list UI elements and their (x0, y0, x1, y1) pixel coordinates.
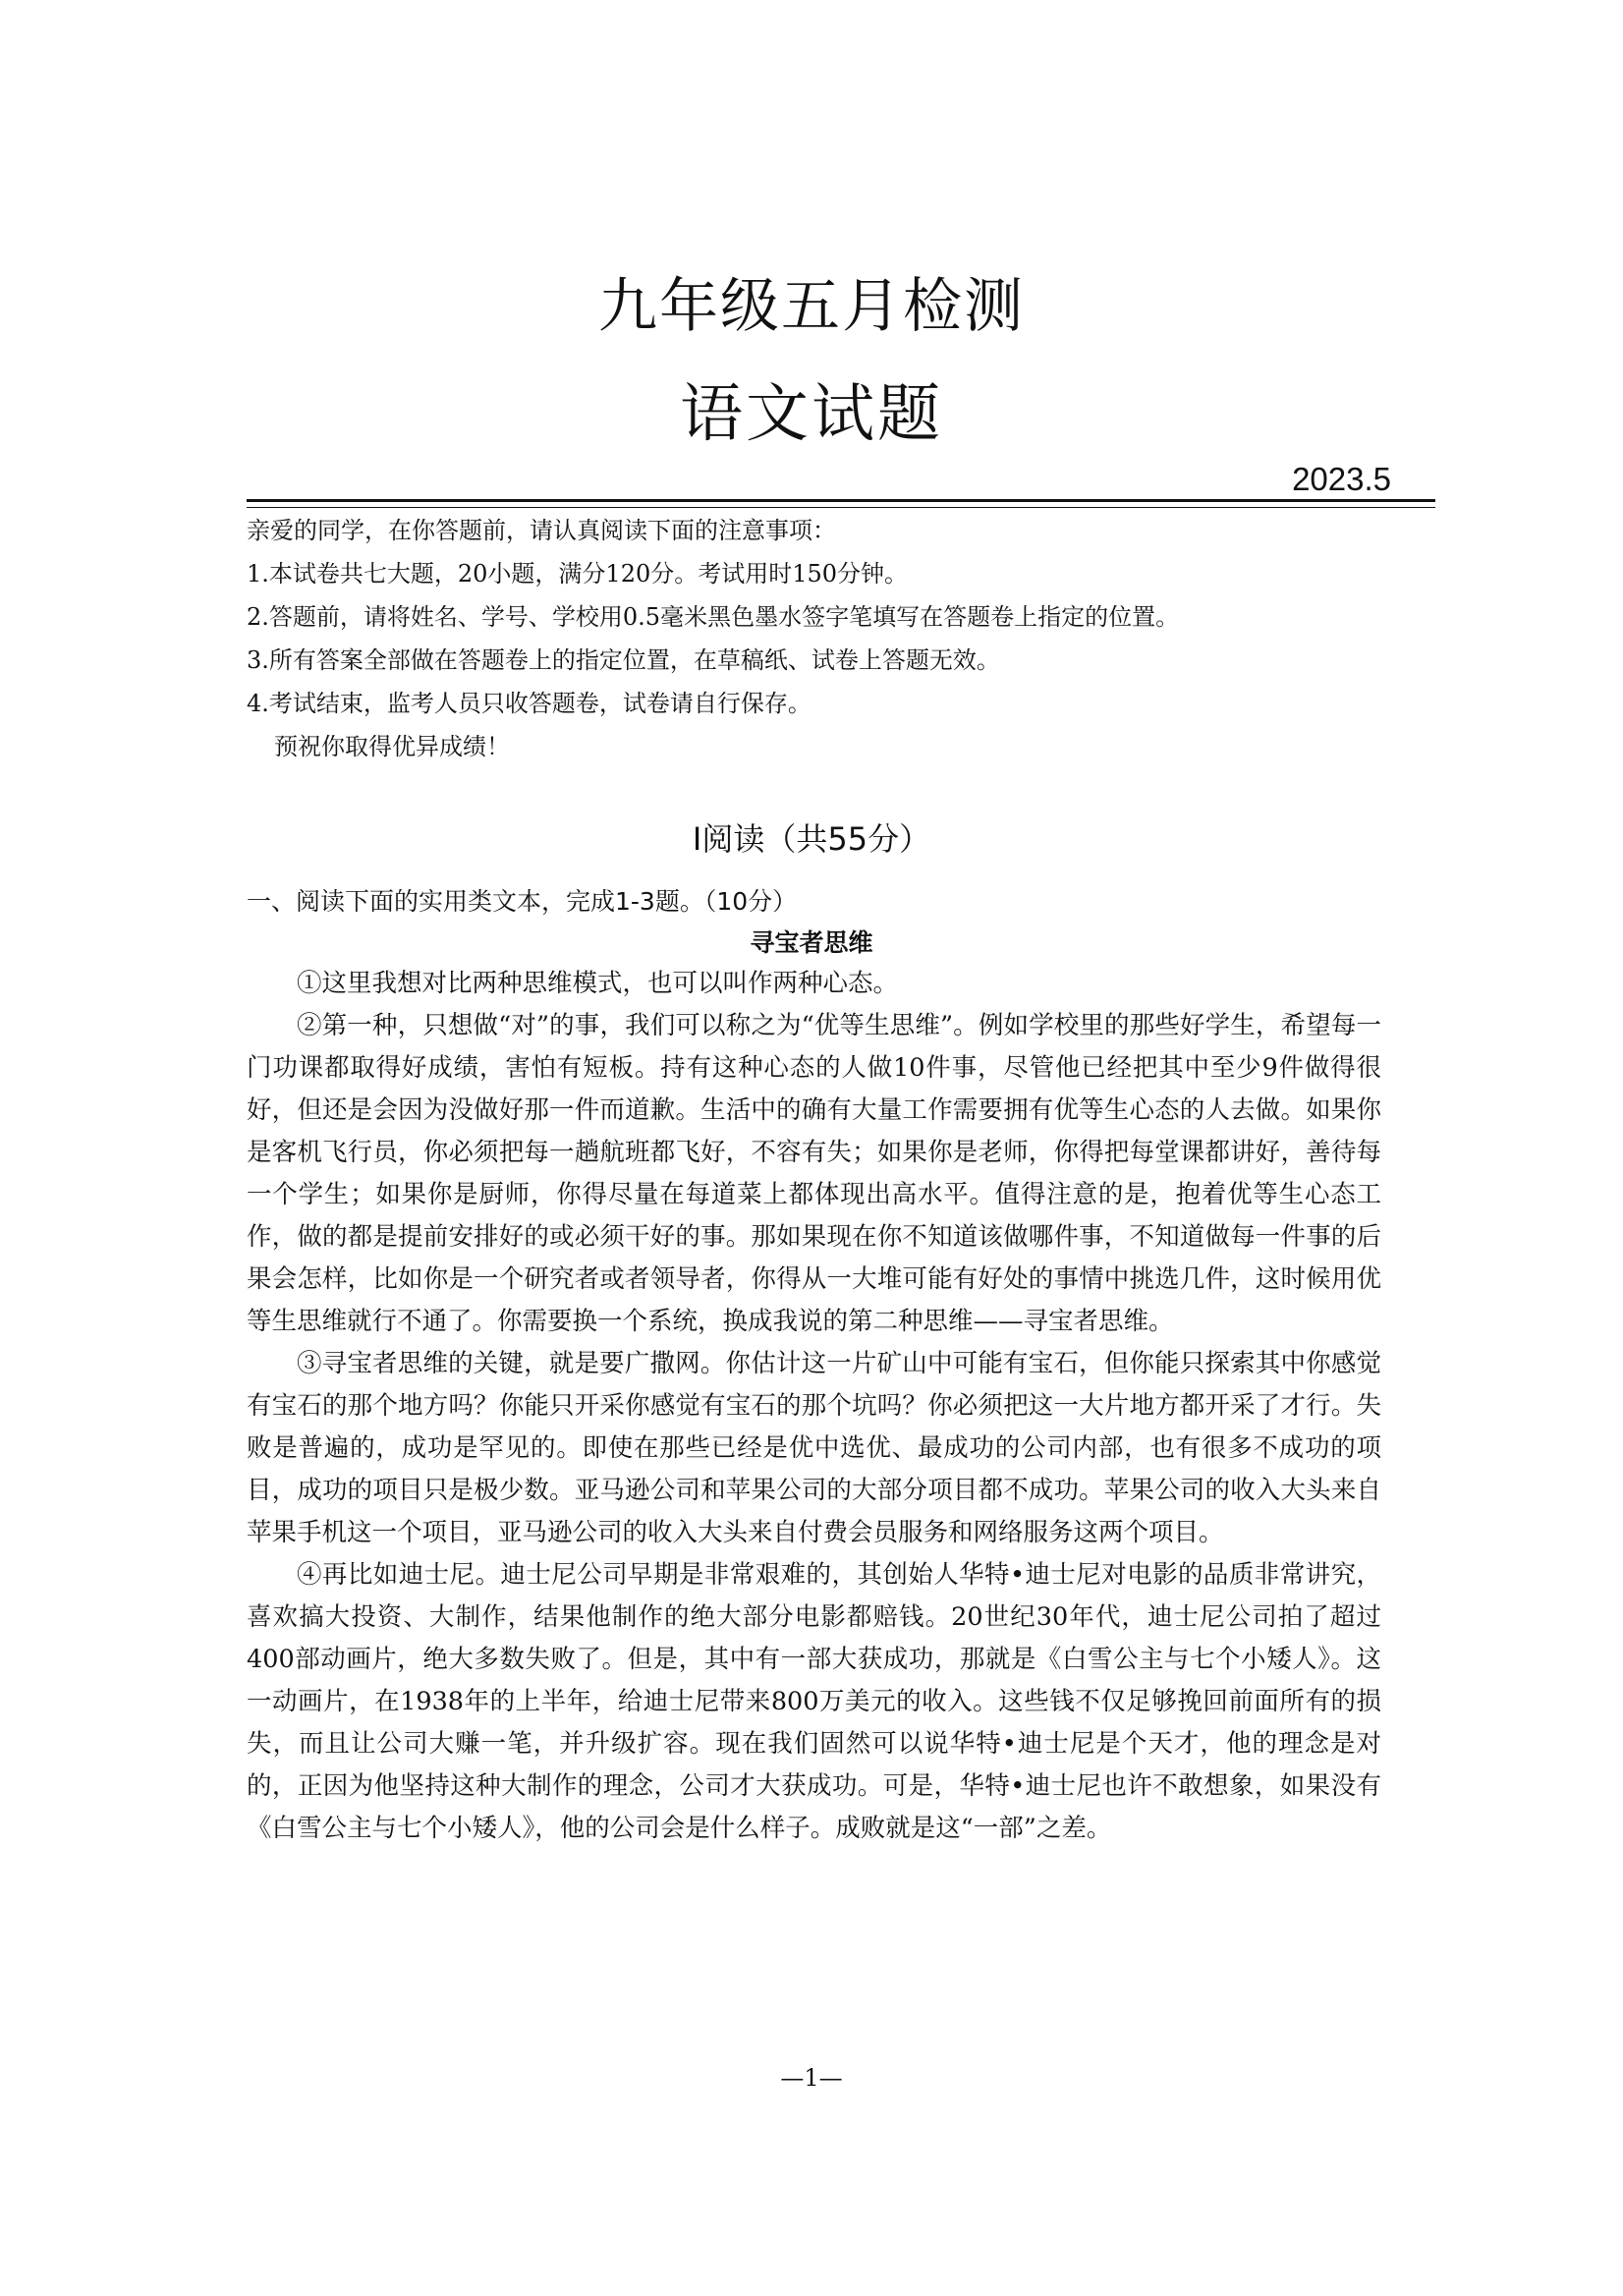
section-title: Ⅰ阅读（共55分） (692, 820, 931, 858)
exam-title-line1: 九年级五月检测 (598, 272, 1025, 341)
article-paragraph-4: ④再比如迪士尼。迪士尼公司早期是非常艰难的，其创始人华特•迪士尼对电影的品质非常讲究，喜欢搞大投资、大制作，结果他制作的绝大部分电影都赔钱。20世纪30年代，迪士尼公司拍了超过400部动画片，绝大多数失败了。但是，其中有一部大获成功，那就是《白雪公主与七个小矮人》。这一动画片，在1938年的上半年，给迪士尼带来800万美元的收入。这些钱不仅足够挽回前面所有的损失，而且让公司大赚一笔，并升级扩容。现在我们固然可以说华特•迪士尼是个天才，他的理念是对的，正因为他坚持这种大制作的理念，公司才大获成功。可是，华特•迪士尼也许不敢想象，如果没有《白雪公主与七个小矮人》，他的公司会是什么样子。成败就是这“一部”之差。 (247, 1560, 1381, 1843)
exam-title-line2: 语文试题 (680, 378, 943, 451)
exam-date: 2023.5 (1292, 461, 1391, 497)
notice-block (247, 509, 1435, 768)
notice-intro: 亲爱的同学，在你答题前，请认真阅读下面的注意事项： (247, 517, 836, 544)
notice-wish: 预祝你取得优异成绩！ (274, 733, 510, 760)
page-number: —1— (780, 2064, 843, 2092)
article-paragraph-3: ③寻宝者思维的关键，就是要广撒网。你估计这一片矿山中可能有宝石，但你能只探索其中你感觉有宝石的那个地方吗？你能只开采你感觉有宝石的那个坑吗？你必须把这一大片地方都开采了才行。失败是普遍的，成功是罕见的。即使在那些已经是优中选优、最成功的公司内部，也有很多不成功的项目，成功的项目只是极少数。亚马逊公司和苹果公司的大部分项目都不成功。苹果公司的收入大头来自苹果手机这一个项目，亚马逊公司的收入大头来自付费会员服务和网络服务这两个项目。 (247, 1349, 1381, 1547)
header-rule-thick (247, 499, 1435, 502)
notice-item-3: 3.所有答案全部做在答题卷上的指定位置，在草稿纸、试卷上答题无效。 (247, 646, 1000, 674)
question-heading: 一、阅读下面的实用类文本，完成1-3题。（10分） (247, 887, 798, 916)
notice-item-1: 1.本试卷共七大题，20小题，满分120分。考试用时150分钟。 (247, 560, 909, 588)
article-body (247, 963, 1381, 1850)
article-paragraph-1: ①这里我想对比两种思维模式，也可以叫作两种心态。 (297, 969, 899, 998)
notice-item-4: 4.考试结束，监考人员只收答题卷，试卷请自行保存。 (247, 690, 812, 717)
header-rule-thin (247, 507, 1435, 508)
notice-item-2: 2.答题前，请将姓名、学号、学校用0.5毫米黑色墨水签字笔填写在答题卷上指定的位置。 (247, 603, 1180, 631)
article-title: 寻宝者思维 (750, 928, 873, 957)
article-paragraph-2: ②第一种，只想做“对”的事，我们可以称之为“优等生思维”。例如学校里的那些好学生，希望每一门功课都取得好成绩，害怕有短板。持有这种心态的人做10件事，尽管他已经把其中至少9件做得很好，但还是会因为没做好那一件而道歉。生活中的确有大量工作需要拥有优等生心态的人去做。如果你是客机飞行员，你必须把每一趟航班都飞好，不容有失；如果你是老师，你得把每堂课都讲好，善待每一个学生；如果你是厨师，你得尽量在每道菜上都体现出高水平。值得注意的是，抱着优等生心态工作，做的都是提前安排好的或必须干好的事。那如果现在你不知道该做哪件事，不知道做每一件事的后果会怎样，比如你是一个研究者或者领导者，你得从一大堆可能有好处的事情中挑选几件，这时候用优等生思维就行不通了。你需要换一个系统，换成我说的第二种思维——寻宝者思维。 (247, 1011, 1381, 1336)
